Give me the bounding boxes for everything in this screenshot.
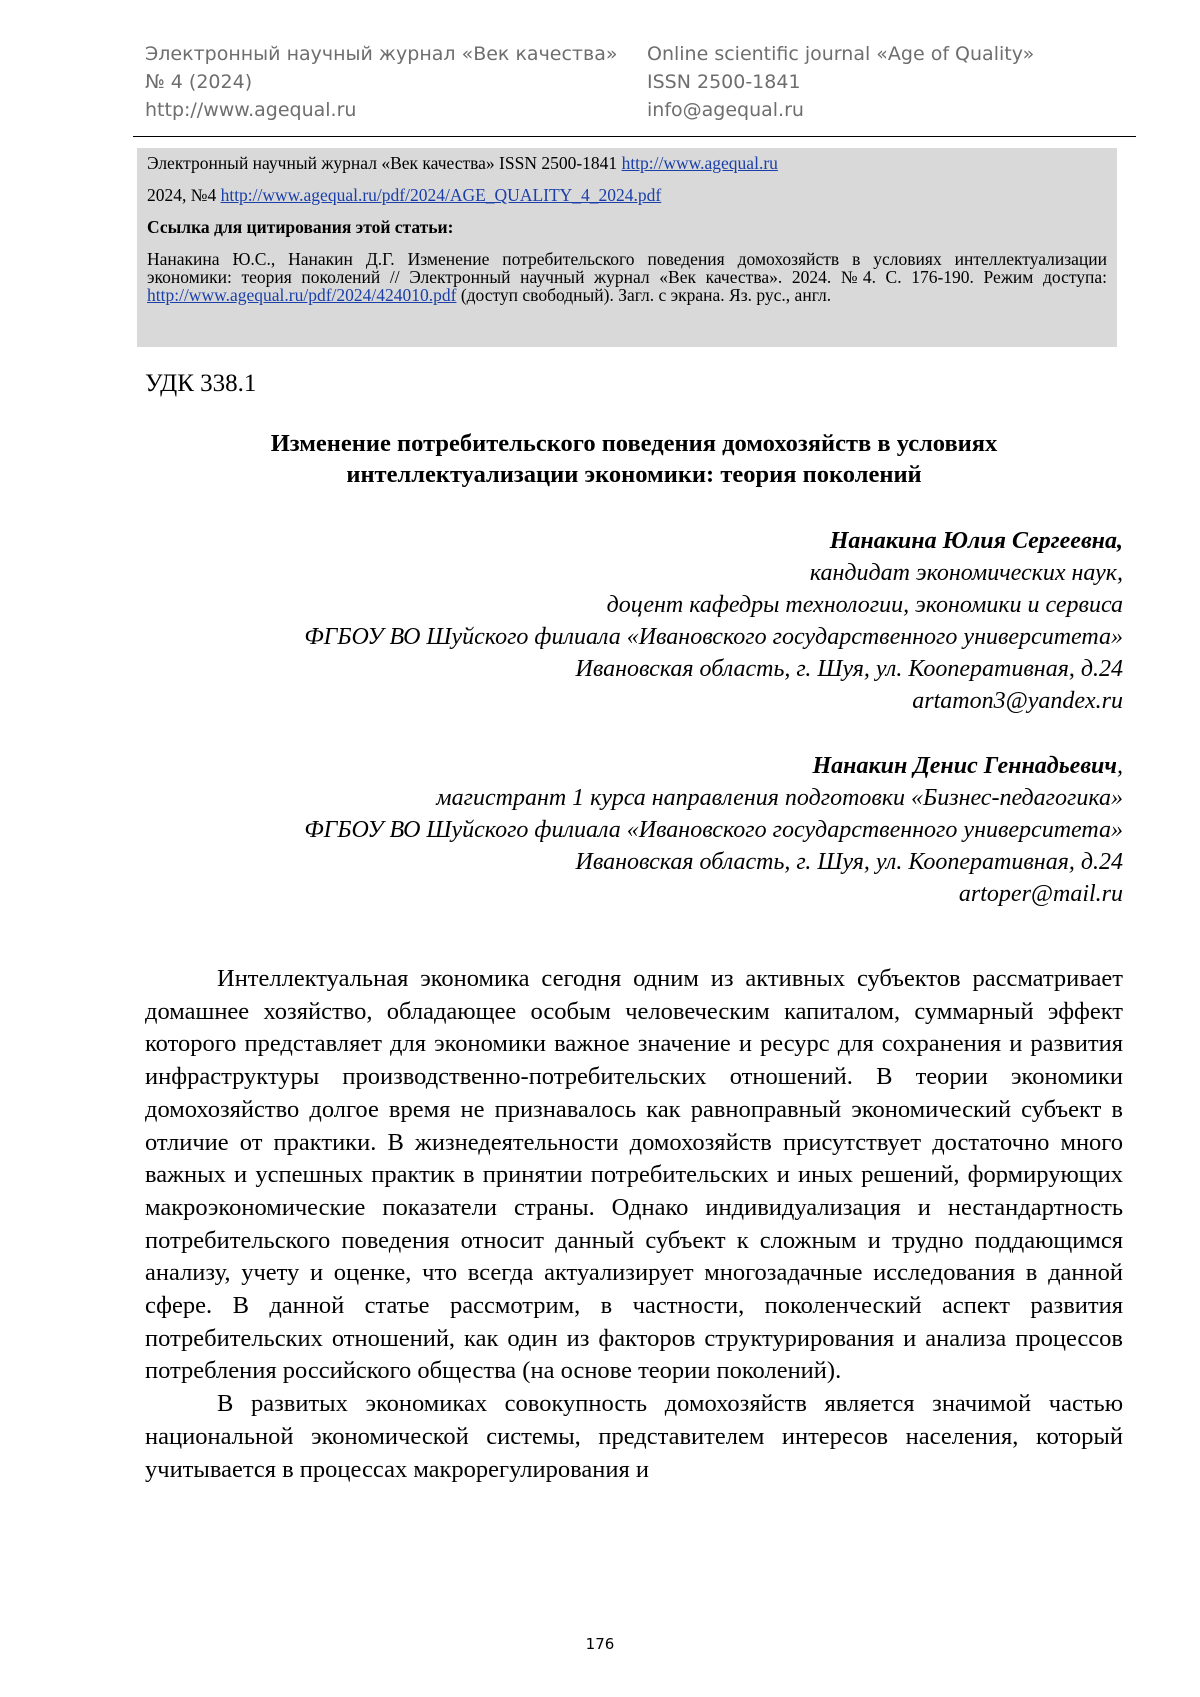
author-address: Ивановская область, г. Шуя, ул. Кооперативная, д.24 (145, 846, 1123, 878)
author-address: Ивановская область, г. Шуя, ул. Кооперативная, д.24 (145, 653, 1123, 685)
running-header-right (647, 40, 1034, 124)
header-issue: № 4 (2024) (145, 68, 617, 96)
udk-code: УДК 338.1 (145, 370, 256, 398)
body-paragraph-1: Интеллектуальная экономика сегодня одним из активных субъектов рассматривает домашнее хозяйство, обладающее особым человеческим капиталом, суммарный эффект которого представляет для экономики важное значение и ресурс для сохранения и развития инфраструктуры производственно-потребительских отношений. В теории экономики домохозяйство долгое время не признавалось как равноправный экономический субъект в отличие от практики. В жизнедеятельности домохозяйств присутствует достаточно много важных и успешных практик в принятии потребительских и иных решений, формирующих макроэкономические показатели страны. Однако индивидуализация и нестандартность потребительского поведения относит данный субъект к сложным и трудно поддающимся анализу, учету и оценке, что всегда актуализирует многозадачные исследования в данной сфере. В данной статье рассмотрим, в частности, поколенческий аспект развития потребительских отношений, как один из факторов структурирования и анализа процессов потребления российского общества (на основе теории поколений). (145, 963, 1123, 1388)
author-block-2 (145, 750, 1123, 910)
author-email: artoper@mail.ru (145, 878, 1123, 910)
author-position: магистрант 1 курса направления подготовки «Бизнес-педагогика» (145, 782, 1123, 814)
author-position: доцент кафедры технологии, экономики и сервиса (145, 589, 1123, 621)
header-site: http://www.agequal.ru (145, 96, 617, 124)
reference-tail: (доступ свободный). Загл. с экрана. Яз. рус., англ. (461, 285, 831, 305)
article-pdf-link[interactable]: http://www.agequal.ru/pdf/2024/424010.pdf (147, 285, 456, 305)
author-name-line (145, 750, 1123, 782)
reference-text: Нанакина Ю.С., Нанакин Д.Г. Изменение потребительского поведения домохозяйств в условиях интеллектуализации экономики: теория поколений // Электронный научный журнал «Век качества». 2024. №4. С. 176-190. Режим доступа: (147, 249, 1107, 287)
article-body (145, 963, 1123, 1486)
issue-pdf-link[interactable]: http://www.agequal.ru/pdf/2024/AGE_QUALITY_4_2024.pdf (221, 185, 662, 205)
header-divider (133, 136, 1136, 137)
title-line-1: Изменение потребительского поведения домохозяйств в условиях (145, 428, 1123, 459)
author-degree: кандидат экономических наук, (145, 557, 1123, 589)
author-email: artamon3@yandex.ru (145, 685, 1123, 717)
running-header-left (145, 40, 617, 124)
citation-journal-line (147, 154, 1107, 172)
citation-reference (147, 250, 1107, 304)
citation-heading: Ссылка для цитирования этой статьи: (147, 218, 1107, 236)
journal-link[interactable]: http://www.agequal.ru (622, 153, 778, 173)
author-name-suffix: , (1117, 753, 1123, 779)
author-block-1 (145, 525, 1123, 717)
header-journal-en: Online scientific journal «Age of Quality» (647, 40, 1034, 68)
body-paragraph-2: В развитых экономиках совокупность домохозяйств является значимой частью национальной экономической системы, представителем интересов населения, который учитывается в процессах макрорегулирования и (145, 1388, 1123, 1486)
author-affiliation: ФГБОУ ВО Шуйского филиала «Ивановского государственного университета» (145, 621, 1123, 653)
header-issn: ISSN 2500-1841 (647, 68, 1034, 96)
header-journal-ru: Электронный научный журнал «Век качества» (145, 40, 617, 68)
header-email: info@agequal.ru (647, 96, 1034, 124)
citation-journal-text: Электронный научный журнал «Век качества» ISSN 2500-1841 (147, 153, 617, 173)
author-affiliation: ФГБОУ ВО Шуйского филиала «Ивановского государственного университета» (145, 814, 1123, 846)
article-title (145, 428, 1123, 490)
title-line-2: интеллектуализации экономики: теория поколений (145, 459, 1123, 490)
citation-issue-text: 2024, №4 (147, 185, 216, 205)
author-name: Нанакина Юлия Сергеевна, (145, 525, 1123, 557)
citation-box (137, 148, 1117, 347)
author-name: Нанакин Денис Геннадьевич (813, 753, 1117, 779)
page-number: 176 (0, 1635, 1200, 1653)
citation-issue-line (147, 186, 1107, 204)
